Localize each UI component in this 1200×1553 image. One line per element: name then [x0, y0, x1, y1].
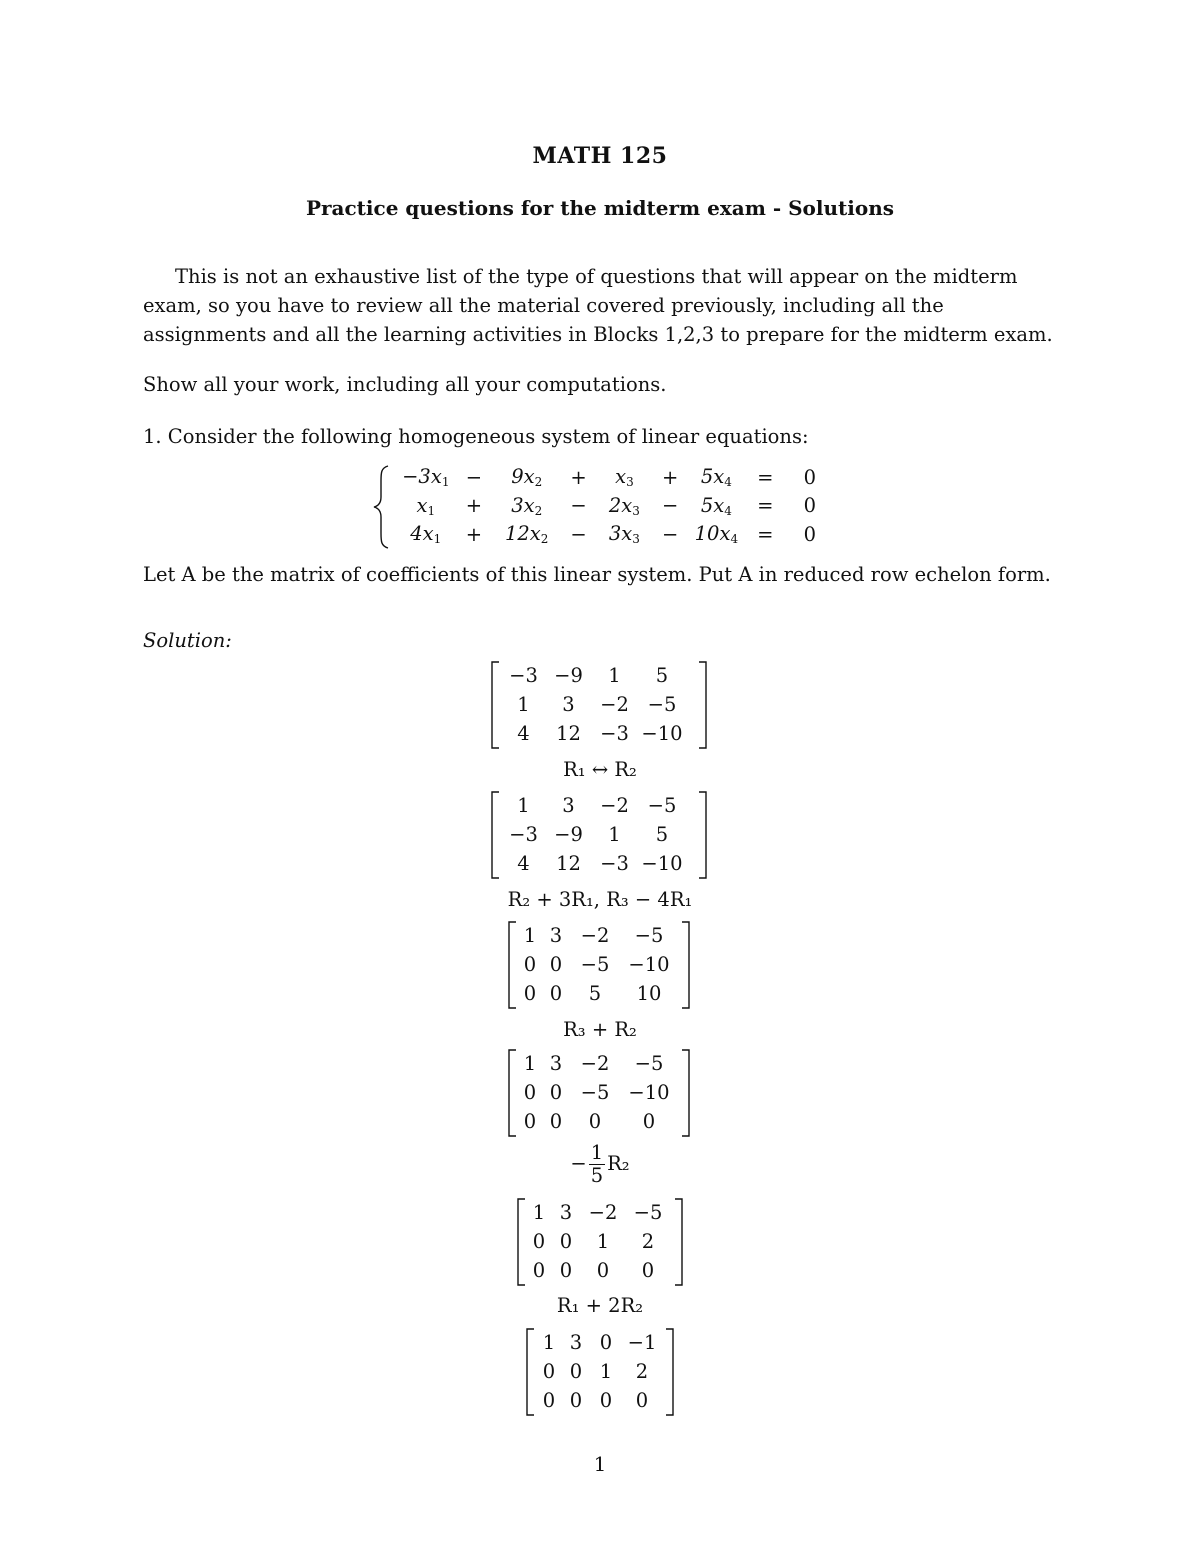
matrix-cell: 1 — [599, 1360, 613, 1383]
row-operation-1: R₁ ↔ R₂ — [563, 758, 637, 781]
solution-label: Solution: — [143, 629, 232, 652]
term-subscript: 1 — [441, 475, 450, 490]
matrix-4-table — [519, 1049, 679, 1136]
matrix-cell: 0 — [542, 1389, 556, 1412]
matrix-cell: −2 — [588, 1201, 618, 1224]
page-subtitle: Practice questions for the midterm exam - Solutions — [305, 196, 895, 220]
right-bracket — [674, 1198, 684, 1286]
right-bracket — [681, 921, 691, 1009]
equation-term — [690, 520, 743, 549]
term-text: −3x — [402, 465, 442, 489]
matrix-cell: −10 — [641, 852, 683, 875]
equation-operator: + — [465, 494, 483, 518]
equation-operator: = — [757, 522, 774, 546]
equation-operator: + — [570, 465, 587, 489]
equation-operator: − — [662, 522, 679, 546]
matrix-cell: −9 — [554, 823, 583, 846]
equation-row — [398, 463, 832, 492]
term-subscript: 3 — [626, 475, 634, 490]
matrix-cell: 0 — [569, 1360, 583, 1383]
matrix-4 — [507, 1049, 691, 1139]
matrix-cell: −1 — [627, 1331, 657, 1354]
matrix-row — [519, 1107, 679, 1136]
show-work-instruction: Show all your work, including all your computations. — [143, 373, 667, 396]
matrix-cell: 2 — [635, 1360, 649, 1383]
matrix-cell: 0 — [588, 1110, 602, 1133]
equation-row — [398, 492, 832, 521]
matrix-cell: 0 — [635, 1389, 649, 1412]
matrix-cell: 1 — [532, 1201, 546, 1224]
matrix-2 — [490, 791, 708, 881]
left-bracket — [525, 1328, 535, 1416]
matrix-cell: 1 — [523, 924, 537, 947]
term-subscript: 1 — [427, 503, 436, 518]
matrix-1 — [490, 661, 708, 751]
equation-operator: = — [757, 494, 774, 518]
system-table — [398, 463, 832, 549]
matrix-row — [502, 719, 687, 748]
matrix-cell: −5 — [580, 953, 610, 976]
left-bracket — [490, 661, 500, 749]
right-bracket — [698, 661, 708, 749]
matrix-cell: 10 — [636, 982, 662, 1005]
left-bracket — [507, 1049, 517, 1137]
matrix-cell: −2 — [600, 794, 629, 817]
matrix-cell: 1 — [608, 823, 621, 846]
equation-operator: + — [662, 465, 679, 489]
matrix-cell: 1 — [608, 664, 621, 687]
matrix-cell: 0 — [549, 1110, 563, 1133]
equation-term — [494, 463, 559, 492]
left-brace — [372, 465, 394, 549]
intro-paragraph: This is not an exhaustive list of the type of questions that will appear on the midterm exam, so you have to review all the material covered previously, including all the assignments and all the learning activities in Blocks 1,2,3 to prepare for the midterm exam. — [143, 265, 1053, 346]
right-bracket — [665, 1328, 675, 1416]
matrix-cell: 1 — [523, 1052, 537, 1075]
matrix-cell: 3 — [559, 1201, 573, 1224]
matrix-cell: 1 — [517, 693, 530, 716]
matrix-row — [528, 1227, 672, 1256]
equation-operator: − — [465, 465, 483, 489]
term-subscript: 3 — [632, 532, 640, 547]
fraction-denominator: 5 — [590, 1164, 604, 1187]
matrix-cell: −10 — [628, 1081, 670, 1104]
matrix-cell: 0 — [542, 1360, 556, 1383]
matrix-row — [528, 1198, 672, 1227]
matrix-cell: −5 — [634, 924, 664, 947]
equation-operator: − — [570, 522, 587, 546]
matrix-2-table — [502, 791, 687, 878]
equation-term — [398, 520, 454, 549]
matrix-cell: 1 — [596, 1230, 610, 1253]
matrix-cell: −5 — [580, 1081, 610, 1104]
matrix-cell: 0 — [599, 1331, 613, 1354]
matrix-cell: −5 — [647, 693, 677, 716]
matrix-cell: 3 — [569, 1331, 583, 1354]
op4-row: R₂ — [607, 1152, 630, 1175]
matrix-cell: −5 — [633, 1201, 663, 1224]
term-subscript: 4 — [724, 503, 732, 518]
equation-term — [398, 463, 454, 492]
matrix-cell: −3 — [600, 852, 629, 875]
matrix-cell: 3 — [562, 794, 575, 817]
matrix-cell: 0 — [559, 1259, 573, 1282]
equation-rhs: 0 — [803, 465, 817, 489]
term-text: 3x — [511, 493, 535, 517]
matrix-cell: −10 — [628, 953, 670, 976]
right-bracket — [698, 791, 708, 879]
matrix-row — [519, 1078, 679, 1107]
term-subscript: 2 — [534, 475, 543, 490]
matrix-cell: 0 — [549, 982, 563, 1005]
row-operation-4 — [0, 1142, 1200, 1187]
matrix-row — [502, 791, 687, 820]
term-subscript: 4 — [724, 475, 732, 490]
matrix-row — [537, 1386, 663, 1415]
matrix-cell: 1 — [542, 1331, 556, 1354]
term-subscript: 4 — [730, 532, 739, 547]
matrix-cell: 0 — [532, 1259, 546, 1282]
equation-operator: + — [465, 522, 483, 546]
equation-rhs: 0 — [803, 522, 817, 546]
matrix-cell: 3 — [549, 924, 563, 947]
matrix-row — [537, 1328, 663, 1357]
matrix-cell: 0 — [596, 1259, 610, 1282]
row-operation-5: R₁ + 2R₂ — [556, 1294, 644, 1317]
term-subscript: 2 — [534, 503, 543, 518]
matrix-cell: 2 — [641, 1230, 655, 1253]
term-subscript: 1 — [433, 532, 442, 547]
matrix-cell: 0 — [523, 1110, 537, 1133]
matrix-cell: 5 — [655, 664, 669, 687]
matrix-cell: 0 — [599, 1389, 613, 1412]
matrix-cell: −9 — [554, 664, 583, 687]
term-text: x — [615, 465, 627, 489]
matrix-cell: 0 — [532, 1230, 546, 1253]
row-operation-3: R₃ + R₂ — [563, 1018, 637, 1041]
matrix-cell: 0 — [549, 953, 563, 976]
matrix-cell: 0 — [549, 1081, 563, 1104]
matrix-row — [502, 849, 687, 878]
page-number: 1 — [593, 1452, 607, 1476]
equation-operator: = — [757, 465, 774, 489]
matrix-6 — [525, 1328, 675, 1418]
term-text: 10x — [694, 522, 731, 546]
matrix-row — [502, 820, 687, 849]
term-subscript: 2 — [540, 532, 549, 547]
matrix-cell: 12 — [556, 722, 581, 745]
matrix-6-table — [537, 1328, 663, 1415]
equation-system — [372, 463, 832, 553]
matrix-row — [537, 1357, 663, 1386]
term-subscript: 3 — [632, 503, 640, 518]
matrix-cell: 0 — [523, 953, 537, 976]
matrix-cell: −5 — [634, 1052, 664, 1075]
equation-term — [598, 520, 651, 549]
question-1: 1. Consider the following homogeneous system of linear equations: — [143, 425, 809, 448]
matrix-5 — [516, 1198, 684, 1288]
left-bracket — [507, 921, 517, 1009]
matrix-cell: 1 — [517, 794, 530, 817]
matrix-cell: 0 — [523, 1081, 537, 1104]
term-text: x — [416, 493, 428, 517]
matrix-cell: 4 — [517, 852, 530, 875]
matrix-cell: 3 — [562, 693, 575, 716]
equation-term — [494, 492, 559, 521]
equation-term — [690, 492, 743, 521]
matrix-row — [528, 1256, 672, 1285]
matrix-cell: −2 — [600, 693, 629, 716]
left-bracket — [516, 1198, 526, 1286]
left-bracket — [490, 791, 500, 879]
equation-term — [690, 463, 743, 492]
matrix-3 — [507, 921, 691, 1011]
op4-sign: − — [570, 1152, 587, 1175]
matrix-cell: −2 — [580, 924, 610, 947]
matrix-row — [519, 1049, 679, 1078]
matrix-row — [519, 921, 679, 950]
matrix-cell: 12 — [556, 852, 581, 875]
equation-operator: − — [570, 494, 587, 518]
term-text: 3x — [608, 522, 633, 546]
term-text: 9x — [511, 465, 535, 489]
matrix-row — [519, 979, 679, 1008]
let-a-statement: Let A be the matrix of coefficients of this linear system. Put A in reduced row echelon form. — [143, 563, 1051, 586]
matrix-row — [502, 661, 687, 690]
term-text: 4x — [410, 522, 434, 546]
term-text: 5x — [700, 493, 725, 517]
matrix-cell: 4 — [517, 722, 530, 745]
term-text: 12x — [504, 522, 541, 546]
equation-rhs: 0 — [803, 494, 817, 518]
right-bracket — [681, 1049, 691, 1137]
matrix-cell: 5 — [655, 823, 669, 846]
equation-term — [398, 492, 454, 521]
term-text: 5x — [700, 465, 725, 489]
matrix-cell: −3 — [509, 823, 538, 846]
matrix-cell: 0 — [523, 982, 537, 1005]
matrix-cell: −2 — [580, 1052, 610, 1075]
matrix-cell: −5 — [647, 794, 677, 817]
matrix-5-table — [528, 1198, 672, 1285]
matrix-row — [502, 690, 687, 719]
equation-row — [398, 520, 832, 549]
fraction-one-fifth — [589, 1142, 605, 1187]
matrix-cell: 5 — [588, 982, 602, 1005]
page-title: MATH 125 — [532, 143, 668, 169]
term-text: 2x — [608, 493, 633, 517]
matrix-cell: 0 — [641, 1259, 655, 1282]
equation-operator: − — [662, 494, 679, 518]
matrix-cell: 0 — [559, 1230, 573, 1253]
matrix-3-table — [519, 921, 679, 1008]
matrix-cell: −3 — [600, 722, 629, 745]
matrix-cell: 0 — [569, 1389, 583, 1412]
matrix-cell: 0 — [642, 1110, 656, 1133]
matrix-cell: −10 — [641, 722, 683, 745]
fraction-numerator: 1 — [590, 1141, 604, 1164]
row-operation-2: R₂ + 3R₁, R₃ − 4R₁ — [507, 888, 693, 911]
matrix-row — [519, 950, 679, 979]
matrix-cell: 3 — [549, 1052, 563, 1075]
matrix-1-table — [502, 661, 687, 748]
matrix-cell: −3 — [509, 664, 538, 687]
equation-term — [494, 520, 559, 549]
equation-term — [598, 463, 651, 492]
equation-term — [598, 492, 651, 521]
